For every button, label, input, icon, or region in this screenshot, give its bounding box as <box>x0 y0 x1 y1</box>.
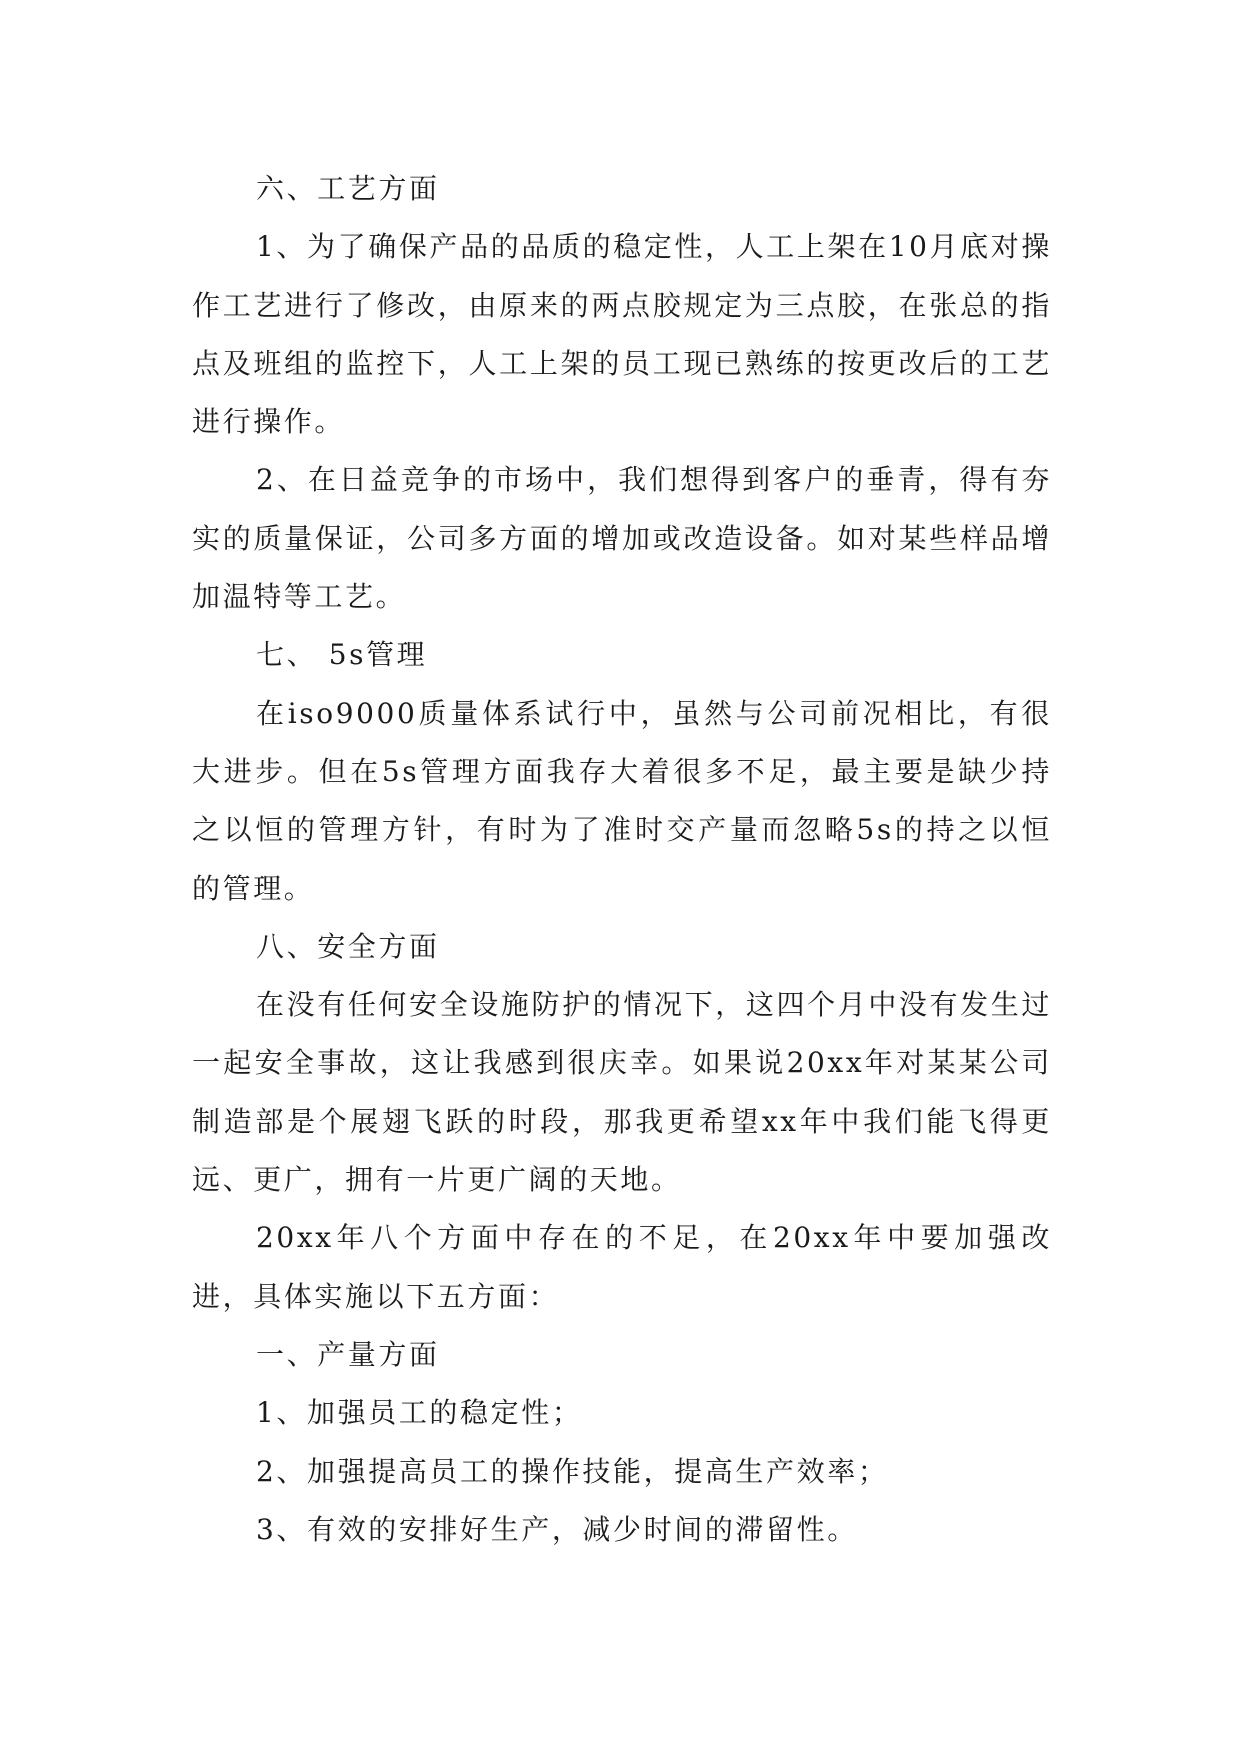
paragraph-output-item-2: 2、加强提高员工的操作技能，提高生产效率； <box>256 1454 889 1488</box>
paragraph-output-item-1: 1、加强员工的稳定性； <box>256 1396 583 1430</box>
paragraph-safety: 在没有任何安全设施防护的情况下，这四个月中没有发生过一起安全事故，这让我感到很庆幸。如果说20xx年对某某公司制造部是个展翅飞跃的时段，那我更希望xx年中我们能飞得更远、更广，拥有一片更广阔的天地。 <box>192 988 1052 1197</box>
section-heading-safety: 八、安全方面 <box>256 929 440 963</box>
paragraph-process-item-2: 2、在日益竞争的市场中，我们想得到客户的垂青，得有夯实的质量保证，公司多方面的增加或改造设备。如对某些样品增加温特等工艺。 <box>192 463 1052 614</box>
paragraph-output-item-3: 3、有效的安排好生产，减少时间的滞留性。 <box>256 1512 858 1546</box>
document-body <box>192 160 1052 1559</box>
paragraph-process-item-1: 1、为了确保产品的品质的稳定性，人工上架在10月底对操作工艺进行了修改，由原来的两点胶规定为三点胶，在张总的指点及班组的监控下，人工上架的员工现已熟练的按更改后的工艺进行操作。 <box>192 230 1052 439</box>
section-heading-process: 六、工艺方面 <box>256 172 440 205</box>
paragraph-5s: 在iso9000质量体系试行中，虽然与公司前况相比，有很大进步。但在5s管理方面我存大着很多不足，最主要是缺少持之以恒的管理方针，有时为了准时交产量而忽略5s的持之以恒的管理。 <box>192 696 1052 905</box>
paragraph-improvement-intro: 20xx年八个方面中存在的不足，在20xx年中要加强改进，具体实施以下五方面： <box>192 1221 1052 1313</box>
section-heading-output: 一、产量方面 <box>256 1337 440 1371</box>
section-heading-5s: 七、 5s管理 <box>256 638 428 672</box>
